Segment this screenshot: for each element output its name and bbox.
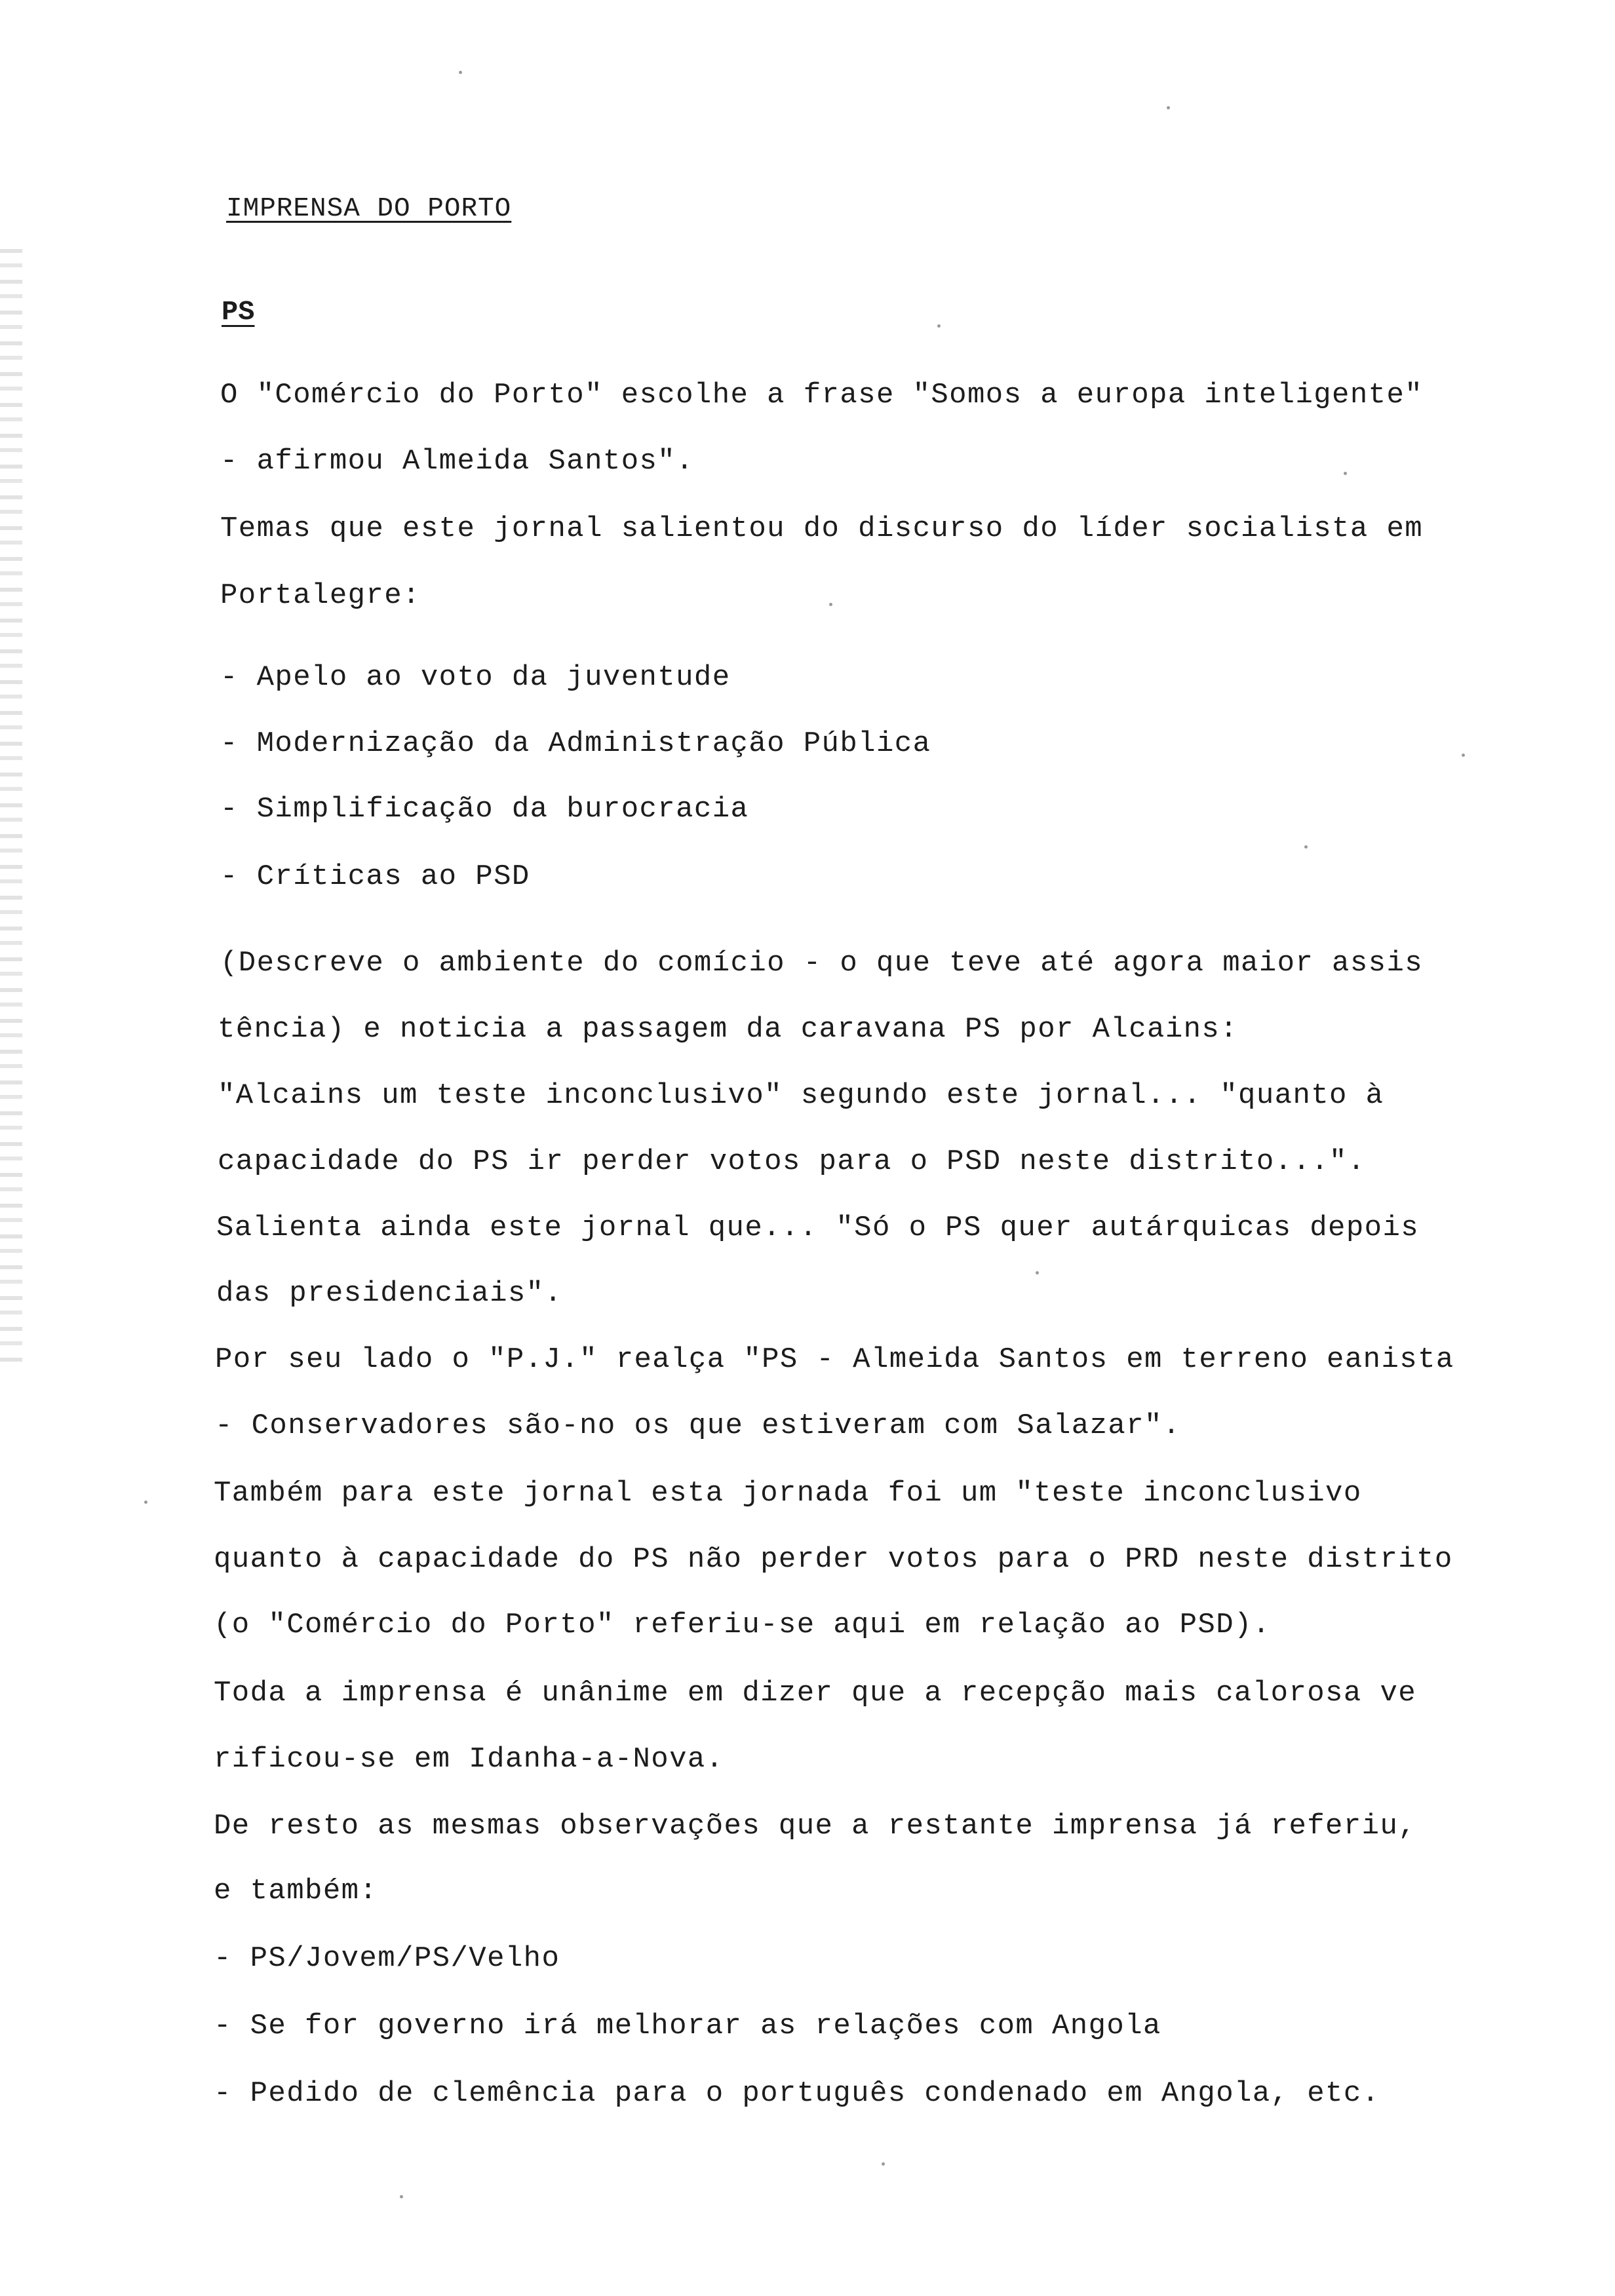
- list-item: - Modernização da Administração Pública: [220, 727, 931, 760]
- body-line: Por seu lado o "P.J." realça "PS - Almeida Santos em terreno eanista: [215, 1343, 1454, 1376]
- list-item: - Se for governo irá melhorar as relações com Angola: [214, 2010, 1161, 2042]
- list-item: - Apelo ao voto da juventude: [220, 661, 731, 694]
- document-heading: IMPRENSA DO PORTO: [226, 194, 512, 224]
- scan-speck: [1462, 754, 1465, 757]
- list-item: - Pedido de clemência para o português condenado em Angola, etc.: [214, 2077, 1380, 2110]
- section-subheading: PS: [222, 296, 255, 328]
- scan-speck: [400, 2195, 403, 2198]
- body-line: Toda a imprensa é unânime em dizer que a recepção mais calorosa ve: [214, 1677, 1417, 1710]
- list-item: - PS/Jovem/PS/Velho: [214, 1942, 560, 1975]
- body-line: Portalegre:: [220, 579, 421, 612]
- body-line: (Descreve o ambiente do comício - o que teve até agora maior assis: [220, 947, 1424, 980]
- scan-speck: [829, 603, 832, 606]
- body-line: e também:: [214, 1875, 378, 1907]
- body-line: - afirmou Almeida Santos".: [220, 445, 694, 478]
- body-line: Também para este jornal esta jornada foi um "teste inconclusivo: [214, 1477, 1362, 1510]
- body-line: O "Comércio do Porto" escolhe a frase "Somos a europa inteligente": [220, 379, 1424, 411]
- body-line: - Conservadores são-no os que estiveram com Salazar".: [215, 1409, 1181, 1442]
- body-line: De resto as mesmas observações que a restante imprensa já referiu,: [214, 1810, 1417, 1843]
- body-line: (o "Comércio do Porto" referiu-se aqui em relação ao PSD).: [214, 1609, 1271, 1641]
- scan-speck: [1167, 106, 1170, 109]
- body-line: tência) e noticia a passagem da caravana PS por Alcains:: [218, 1013, 1239, 1046]
- body-line: capacidade do PS ir perder votos para o PSD neste distrito...".: [218, 1145, 1366, 1178]
- list-item: - Simplificação da burocracia: [220, 793, 749, 826]
- scan-speck: [1036, 1271, 1039, 1274]
- body-line: "Alcains um teste inconclusivo" segundo este jornal... "quanto à: [218, 1079, 1384, 1112]
- scan-speck: [1344, 472, 1347, 475]
- body-line: quanto à capacidade do PS não perder votos para o PRD neste distrito: [214, 1543, 1453, 1576]
- body-line: das presidenciais".: [216, 1277, 563, 1310]
- scan-edge-artifact: [0, 249, 22, 1363]
- body-line: Salienta ainda este jornal que... "Só o PS quer autárquicas depois: [216, 1212, 1420, 1244]
- scan-speck: [1304, 845, 1308, 849]
- body-line: rificou-se em Idanha-a-Nova.: [214, 1743, 724, 1776]
- scan-speck: [144, 1501, 147, 1504]
- scan-speck: [459, 71, 462, 74]
- body-line: Temas que este jornal salientou do discurso do líder socialista em: [220, 512, 1424, 545]
- scan-speck: [937, 324, 941, 328]
- list-item: - Críticas ao PSD: [220, 860, 530, 893]
- scan-speck: [882, 2162, 885, 2166]
